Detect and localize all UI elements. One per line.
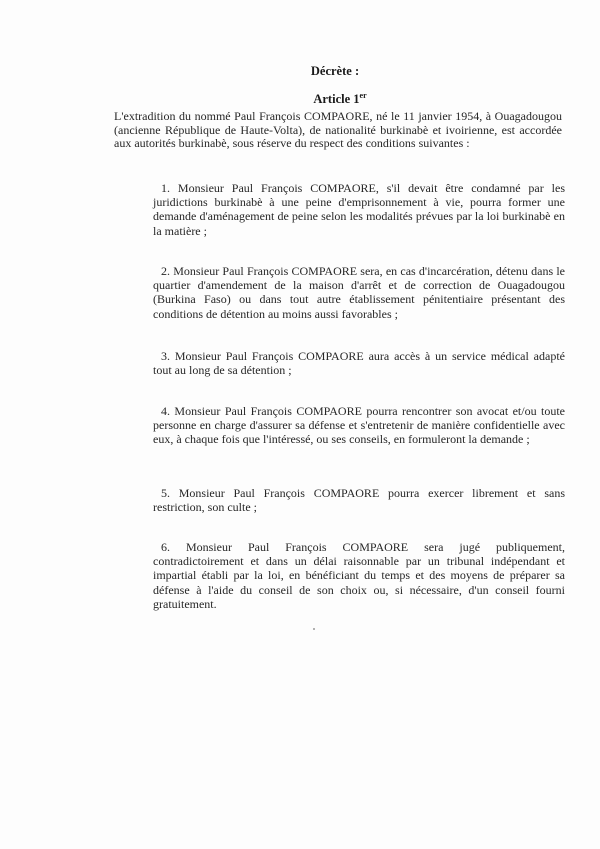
scan-speck xyxy=(313,628,315,630)
condition-item-5: 5. Monsieur Paul François COMPAORE pourra exercer librement et sans restriction, son culte ; xyxy=(153,486,565,515)
article-label: Article 1 xyxy=(313,92,360,107)
condition-item-3: 3. Monsieur Paul François COMPAORE aura accès à un service médical adapté tout au long de sa détention ; xyxy=(153,349,565,378)
intro-paragraph: L'extradition du nommé Paul François COMPAORE, né le 11 janvier 1954, à Ouagadougou (ancienne République de Haute-Volta), de nationalité burkinabè et ivoirienne, est accordée aux autorités burkinabè, sous réserve du respect des conditions suivantes : xyxy=(114,109,562,150)
article-heading xyxy=(40,91,600,107)
condition-item-2: 2. Monsieur Paul François COMPAORE sera, en cas d'incarcération, détenu dans le quartier d'amendement de la maison d'arrêt et de correction de Ouagadougou (Burkina Faso) ou dans tout autre établissement pénitentiaire présentant des conditions de détention au moins aussi favorables ; xyxy=(153,264,565,321)
decree-heading: Décrète : xyxy=(310,64,360,78)
condition-item-6: 6. Monsieur Paul François COMPAORE sera jugé publiquement, contradictoirement et dans un délai raisonnable par un tribunal indépendant et impartial établi par la loi, en bénéficiant du temps et des moyens de préparer sa défense à l'aide du conseil de son choix ou, si nécessaire, d'un conseil fourni gratuitement. xyxy=(153,540,565,611)
article-superscript: er xyxy=(359,91,367,100)
condition-item-4: 4. Monsieur Paul François COMPAORE pourra rencontrer son avocat et/ou toute personne en charge d'assurer sa défense et s'entretenir de manière confidentielle avec eux, à chaque fois que l'intéressé, ou ses conseils, en formuleront la demande ; xyxy=(153,404,565,447)
condition-item-1: 1. Monsieur Paul François COMPAORE, s'il devait être condamné par les juridictions burkinabè à une peine d'emprisonnement à vie, pourra former une demande d'aménagement de peine selon les modalités prévues par la loi burkinabè en la matière ; xyxy=(153,181,565,238)
